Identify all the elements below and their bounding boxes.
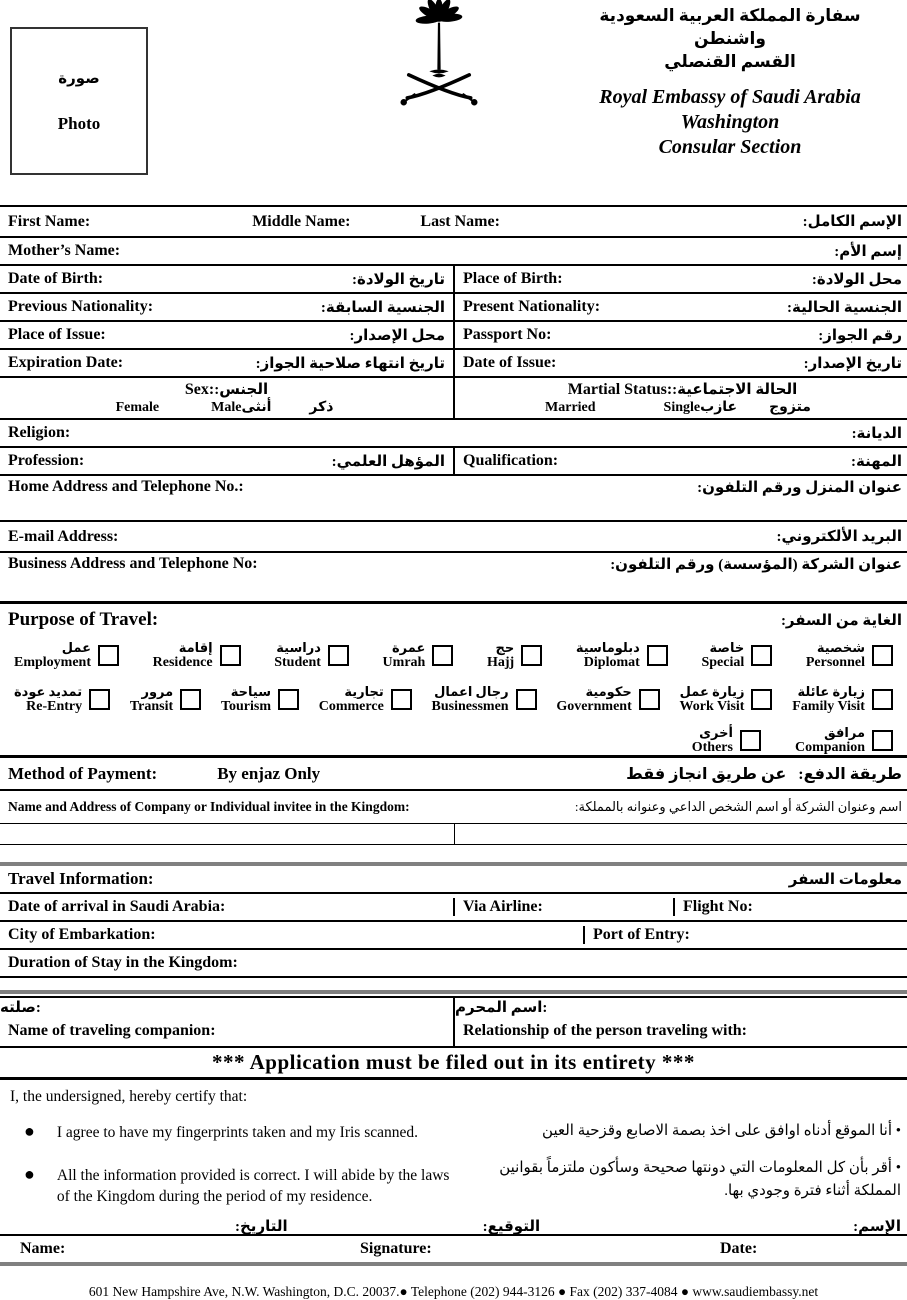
email-label-ar: البريد الألكتروني: (776, 529, 902, 545)
port-of-entry-field[interactable] (585, 926, 907, 944)
checkbox-family-visit[interactable] (872, 689, 893, 710)
companion-name-field[interactable] (0, 1022, 455, 1046)
arrival-date-label: Date of arrival in Saudi Arabia: (8, 898, 226, 915)
companion-section (0, 990, 907, 1048)
commerce-label: Commerce (318, 699, 384, 714)
full-name-label-ar: الإسم الكامل: (802, 214, 902, 230)
pob-label-ar: محل الولادة: (811, 271, 902, 288)
mother-name-label-ar: إسم الأم: (834, 243, 902, 260)
checkbox-work-visit[interactable] (751, 689, 772, 710)
others-label-ar: أخرى (699, 725, 733, 740)
embassy-title-en-1: Royal Embassy of Saudi Arabia (599, 86, 861, 108)
purpose-personnel (806, 640, 893, 670)
prev-nat-label: Previous Nationality: (8, 298, 154, 315)
checkbox-commerce[interactable] (391, 689, 412, 710)
purpose-row-2 (0, 677, 907, 721)
middle-name-label: Middle Name: (252, 212, 351, 230)
expiration-date-field[interactable] (0, 350, 455, 376)
photo-box[interactable] (10, 27, 148, 175)
purpose-family-visit (792, 684, 893, 714)
employment-label: Employment (14, 655, 91, 670)
marital-option-married[interactable]: Married (545, 399, 596, 415)
purpose-hajj (487, 640, 542, 670)
row-names[interactable] (0, 207, 907, 238)
row-nationality (0, 294, 907, 322)
mahram-field-ar (455, 998, 907, 1022)
row-dates (0, 350, 907, 378)
sex-option-female-ar[interactable]: أنثى (241, 400, 272, 415)
certify-bullet-2-ar (465, 1157, 901, 1203)
purpose-companion (795, 725, 893, 755)
purpose-special (701, 640, 772, 670)
bullet-icon: ● (24, 1164, 35, 1184)
embassy-title-en-2: Washington (680, 111, 780, 133)
government-label: Government (556, 699, 632, 714)
purpose-of-travel-section (0, 601, 907, 755)
purpose-work-visit (680, 684, 773, 714)
embassy-title-ar-3: القسم القنصلي (664, 52, 796, 71)
flight-no-label: Flight No: (683, 898, 753, 915)
profession-label-ar: المهنة: (851, 453, 902, 470)
business-address-field[interactable] (0, 553, 907, 601)
work-visit-label: Work Visit (679, 699, 745, 714)
personal-data-table (0, 205, 907, 601)
certify-bullet-2-text: All the information provided is correct. I will abide by the laws of the Kingdom during the period of my residence. (56, 1167, 450, 1205)
purpose-diplomat (576, 640, 668, 670)
photo-label-en: Photo (57, 113, 101, 133)
invitee-write-row (0, 823, 907, 845)
row-profession (0, 448, 907, 476)
sex-option-male[interactable]: Male (211, 399, 242, 415)
prev-nat-label-ar: الجنسية السابقة: (320, 299, 445, 316)
payment-section (0, 755, 907, 845)
purpose-government (556, 684, 659, 714)
marital-label-ar: الحالة الاجتماعية: (672, 382, 798, 398)
date-of-issue-field[interactable] (455, 350, 907, 376)
purpose-residence (153, 640, 241, 670)
certification-section (0, 1088, 907, 1234)
checkbox-employment[interactable] (98, 645, 119, 666)
date-issue-label-ar: تاريخ الإصدار: (803, 355, 902, 372)
tourism-label-ar: سياحة (230, 684, 271, 699)
government-label-ar: حكومية (585, 684, 632, 699)
checkbox-student[interactable] (328, 645, 349, 666)
name-field[interactable]: Name: (20, 1240, 66, 1257)
purpose-row-3 (0, 721, 907, 759)
residence-label-ar: إقامة (178, 640, 213, 655)
residence-label: Residence (152, 655, 213, 670)
companion-en-row (0, 1022, 907, 1048)
purpose-tourism (221, 684, 299, 714)
embassy-footer: 601 New Hampshire Ave, N.W. Washington, D.C. 20037.● Telephone (202) 944-3126 ● Fax (202) 337-4084 ● www.saudiembassy.net (88, 1284, 819, 1299)
qualification-field[interactable] (455, 448, 907, 474)
companion-ar-row (0, 998, 907, 1022)
certify-bullet-2 (24, 1165, 465, 1207)
payment-label: Method of Payment: (8, 763, 158, 783)
port-of-entry-label: Port of Entry: (593, 926, 690, 943)
last-name-label: Last Name: (420, 212, 500, 230)
signature-field[interactable]: Signature: (360, 1240, 432, 1257)
invitee-write-right[interactable] (455, 824, 907, 844)
companion-label: Companion (794, 740, 865, 755)
purpose-title-ar: الغاية من السفر: (780, 612, 902, 629)
businessmen-label-ar: رجال اعمال (434, 684, 509, 699)
sex-label: Sex: (184, 380, 215, 398)
businessmen-label: Businessmen (431, 699, 509, 714)
checkbox-diplomat[interactable] (647, 645, 668, 666)
place-issue-label: Place of Issue: (8, 326, 106, 343)
row-sex-marital (0, 378, 907, 420)
others-label: Others (691, 740, 733, 755)
signature-label-ar: التوقيع: (482, 1219, 541, 1235)
relation-label-ar: صلته: (0, 1000, 41, 1016)
bullet-icon: • (895, 1160, 901, 1176)
exp-date-label: Expiration Date: (8, 354, 124, 371)
profession-field[interactable] (0, 448, 455, 474)
commerce-label-ar: تجارية (344, 684, 384, 699)
hajj-label-ar: حج (495, 640, 515, 655)
home-address-label-ar: عنوان المنزل ورقم التلفون: (697, 480, 902, 496)
checkbox-others[interactable] (740, 730, 761, 751)
signature-row (0, 1234, 907, 1266)
qualification-label: Qualification: (463, 452, 559, 469)
email-field[interactable] (0, 522, 907, 553)
first-name-label: First Name: (8, 212, 91, 230)
pres-nat-label: Present Nationality: (463, 298, 601, 315)
special-label-ar: خاصة (709, 640, 745, 655)
religion-label-ar: الديانة: (851, 425, 902, 442)
embarkation-field[interactable] (0, 926, 585, 944)
passport-no-label-ar: رقم الجواز: (818, 327, 902, 344)
travel-information-section (0, 862, 907, 978)
embarkation-label: City of Embarkation: (8, 926, 156, 943)
place-of-issue-field[interactable] (0, 322, 455, 348)
checkbox-tourism[interactable] (278, 689, 299, 710)
transit-label-ar: مرور (141, 684, 174, 699)
hajj-label: Hajj (486, 655, 515, 670)
form-header (0, 0, 907, 205)
invitee-write-left[interactable] (0, 824, 455, 844)
work-visit-label-ar: زيارة عمل (679, 684, 745, 699)
personnel-label-ar: شخصية (816, 640, 865, 655)
checkbox-government[interactable] (639, 689, 660, 710)
dob-label: Date of Birth: (8, 270, 104, 287)
marital-label: Martial Status: (567, 380, 673, 398)
via-airline-field[interactable] (455, 898, 675, 916)
email-label: E-mail Address: (8, 527, 119, 545)
travel-arrival-row (0, 894, 907, 922)
notice-banner (0, 1048, 907, 1080)
transit-label: Transit (129, 699, 174, 714)
checkbox-residence[interactable] (220, 645, 241, 666)
family-visit-label-ar: زيارة عائلة (797, 684, 865, 699)
travel-duration-row[interactable] (0, 950, 907, 978)
row-passport (0, 322, 907, 350)
certify-intro: I, the undersigned, hereby certify that: (10, 1088, 248, 1105)
home-address-field[interactable] (0, 476, 907, 522)
purpose-employment (14, 640, 119, 670)
diplomat-label: Diplomat (583, 655, 640, 670)
method-of-payment-row (0, 758, 907, 791)
invitee-label-ar: اسم وعنوان الشركة أو اسم الشخص الداعي وعنوانه بالمملكة: (574, 799, 902, 814)
home-address-label: Home Address and Telephone No.: (8, 478, 244, 495)
marital-option-married-ar[interactable]: متزوج (769, 400, 811, 415)
purpose-others (692, 725, 761, 755)
payment-value: By enjaz Only (217, 763, 321, 783)
embassy-title-ar-2: واشنطن (694, 29, 766, 48)
checkbox-hajj[interactable] (521, 645, 542, 666)
bullet-icon: • (895, 1123, 901, 1139)
via-airline-label: Via Airline: (463, 898, 543, 915)
re-entry-label: Re-Entry (26, 699, 83, 714)
purpose-businessmen (432, 684, 537, 714)
qualification-label-ar: المؤهل العلمي: (331, 453, 445, 470)
present-nationality-field[interactable] (455, 294, 907, 320)
companion-label-ar: مرافق (824, 725, 865, 740)
travel-embarkation-row (0, 922, 907, 950)
name-label-ar: الإسم: (853, 1219, 901, 1235)
notice-text: *** Application must be filed out in its entirety *** (212, 1050, 695, 1074)
purpose-transit (130, 684, 201, 714)
religion-label: Religion: (8, 424, 71, 441)
mother-name-label: Mother’s Name: (8, 242, 121, 259)
student-label-ar: دراسية (276, 640, 321, 655)
passport-no-label: Passport No: (463, 326, 552, 343)
student-label: Student (274, 655, 321, 670)
purpose-re-entry (14, 684, 110, 714)
companion-relationship-label: Relationship of the person traveling with: (463, 1022, 747, 1039)
date-field[interactable]: Date: (720, 1240, 758, 1257)
purpose-student (274, 640, 349, 670)
certify-bullet-1-ar (465, 1120, 901, 1143)
row-mother-name[interactable] (0, 238, 907, 266)
business-address-label-ar: عنوان الشركة (المؤسسة) ورقم التلفون: (610, 557, 902, 573)
row-birth (0, 266, 907, 294)
previous-nationality-field[interactable] (0, 294, 455, 320)
place-issue-label-ar: محل الإصدار: (349, 327, 445, 344)
checkbox-umrah[interactable] (432, 645, 453, 666)
date-label-ar: التاريخ: (235, 1219, 288, 1235)
pob-label: Place of Birth: (463, 270, 563, 287)
checkbox-transit[interactable] (180, 689, 201, 710)
certify-bullet-1-ar-text: أنا الموقع أدناه اوافق على اخذ بصمة الاصابع وقزحية العين (542, 1123, 892, 1139)
business-address-label: Business Address and Telephone No: (8, 555, 258, 572)
certify-bullet-1 (24, 1122, 465, 1143)
umrah-label-ar: عمرة (391, 640, 426, 655)
tourism-label: Tourism (220, 699, 271, 714)
invitee-label: Name and Address of Company or Individual invitee in the Kingdom: (8, 799, 410, 814)
embassy-title-en-3: Consular Section (658, 136, 802, 158)
sex-field (0, 378, 455, 418)
checkbox-special[interactable] (751, 645, 772, 666)
photo-label-ar: صورة (58, 70, 100, 87)
relation-field-ar (0, 998, 455, 1022)
dob-label-ar: تاريخ الولادة: (352, 271, 445, 288)
marital-status-field (455, 378, 907, 418)
row-religion[interactable] (0, 420, 907, 448)
purpose-title: Purpose of Travel: (8, 609, 159, 630)
personnel-label: Personnel (805, 655, 865, 670)
purpose-row-1 (0, 633, 907, 677)
re-entry-label-ar: تمديد عودة (14, 684, 83, 699)
family-visit-label: Family Visit (792, 699, 865, 714)
saudi-emblem-icon (383, 0, 495, 108)
marital-option-single[interactable]: Single (663, 399, 701, 415)
bullet-icon: ● (24, 1121, 35, 1141)
companion-name-label: Name of traveling companion: (8, 1022, 216, 1039)
marital-option-single-ar[interactable]: عازب (700, 400, 738, 415)
checkbox-personnel[interactable] (872, 645, 893, 666)
checkbox-businessmen[interactable] (516, 689, 537, 710)
mahram-label-ar: اسم المحرم: (455, 1000, 548, 1016)
date-of-birth-field[interactable] (0, 266, 455, 292)
profession-label: Profession: (8, 452, 85, 469)
sex-option-female[interactable]: Female (115, 399, 160, 415)
employment-label-ar: عمل (61, 640, 91, 655)
travel-title-ar: معلومات السفر (788, 871, 902, 888)
exp-date-label-ar: تاريخ انتهاء صلاحية الجواز: (255, 355, 445, 372)
purpose-umrah (383, 640, 454, 670)
date-issue-label: Date of Issue: (463, 354, 557, 371)
embassy-title-ar-1: سفارة المملكة العربية السعودية (599, 6, 861, 25)
travel-title: Travel Information: (8, 869, 154, 888)
invitee-row (0, 791, 907, 823)
companion-relationship-field[interactable] (455, 1022, 907, 1046)
certify-bullet-1-text: I agree to have my fingerprints taken and my Iris scanned. (56, 1124, 418, 1141)
sex-option-male-ar[interactable]: ذكر (309, 400, 334, 415)
place-of-birth-field[interactable] (455, 266, 907, 292)
payment-label-ar: طريقة الدفع: عن طريق انجاز فقط (626, 765, 902, 783)
umrah-label: Umrah (382, 655, 426, 670)
checkbox-companion[interactable] (872, 730, 893, 751)
purpose-commerce (319, 684, 412, 714)
duration-label: Duration of Stay in the Kingdom: (8, 954, 238, 971)
arabic-signature-labels-row (0, 1217, 907, 1236)
embassy-titles (555, 4, 905, 160)
passport-no-field[interactable] (455, 322, 907, 348)
pres-nat-label-ar: الجنسية الحالية: (786, 299, 902, 316)
sex-label-ar: الجنس: (214, 382, 269, 398)
certify-bullet-2-ar-text: أقر بأن كل المعلومات التي دونتها صحيحة وسأكون ملتزماً بقوانين المملكة أثناء فترة وجودي بها. (499, 1160, 901, 1199)
diplomat-label-ar: دبلوماسية (575, 640, 640, 655)
special-label: Special (701, 655, 745, 670)
arrival-date-field[interactable] (0, 898, 455, 916)
checkbox-re-entry[interactable] (89, 689, 110, 710)
travel-header-row (0, 866, 907, 894)
flight-no-field[interactable] (675, 898, 907, 916)
